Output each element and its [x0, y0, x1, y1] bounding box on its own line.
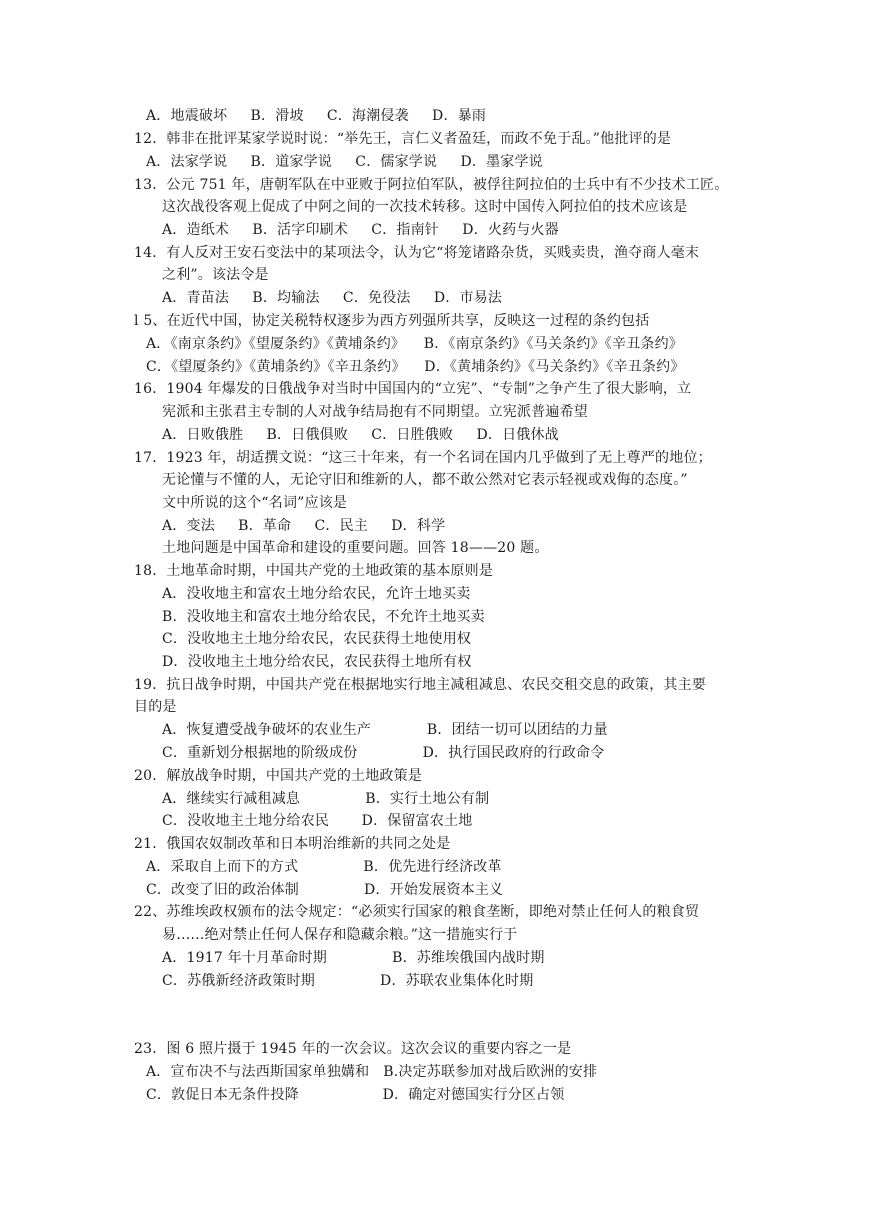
q22-options-cd: C．苏俄新经济政策时期 D．苏联农业集体化时期 — [162, 973, 534, 989]
q20-options-cd: C．没收地主土地分给农民 D．保留富农土地 — [162, 813, 473, 829]
q17-stem-line3: 文中所说的这个“名词”应该是 — [162, 495, 348, 511]
q17-stem-line1: 17．1923 年，胡适撰文说：“这三十年来，有一个名词在国内几乎做到了无上尊严的地位； — [134, 450, 712, 466]
q23-stem: 23．图 6 照片摄于 1945 年的一次会议。这次会议的重要内容之一是 — [134, 1041, 572, 1057]
q14-stem-line2: 之利”。该法令是 — [162, 267, 269, 283]
q15-stem: l 5、在近代中国，协定关税特权逐步为西方列强所共享，反映这一过程的条约包括 — [134, 313, 650, 329]
q16-options: A．日败俄胜 B．日俄俱败 C．日胜俄败 D．日俄休战 — [162, 427, 559, 443]
q19-options-cd: C．重新划分根据地的阶级成份 D．执行国民政府的行政命令 — [162, 745, 605, 761]
q13-stem-line2: 这次战役客观上促成了中阿之间的一次技术转移。这时中国传入阿拉伯的技术应该是 — [162, 199, 688, 215]
q22-stem-line1: 22、苏维埃政权颁布的法令规定：“必须实行国家的粮食垄断，即绝对禁止任何人的粮食贸 — [134, 904, 700, 920]
q12-stem: 12．韩非在批评某家学说时说：“举先王，言仁义者盈廷，而政不免于乱。”他批评的是 — [134, 131, 672, 147]
q22-options-ab: A．1917 年十月革命时期 B．苏维埃俄国内战时期 — [162, 950, 545, 966]
q14-stem-line1: 14．有人反对王安石变法中的某项法令，认为它“将笼诸路杂货，买贱卖贵，渔夺商人毫末 — [134, 245, 700, 261]
q19-stem-line2: 目的是 — [134, 699, 177, 715]
q16-stem-line2: 宪派和主张君主专制的人对战争结局抱有不同期望。立宪派普遍希望 — [162, 404, 588, 420]
q19-options-ab: A．恢复遭受战争破坏的农业生产 B．团结一切可以团结的力量 — [162, 722, 608, 738]
section-intro: 土地问题是中国革命和建设的重要问题。回答 18——20 题。 — [162, 540, 549, 556]
q16-stem-line1: 16．1904 年爆发的日俄战争对当时中国国内的“立宪”、“专制”之争产生了很大影响，立 — [134, 381, 692, 397]
q11-options: A．地震破坏 B．滑坡 C．海潮侵袭 D．暴雨 — [146, 108, 487, 124]
q20-options-ab: A．继续实行减租减息 B．实行土地公有制 — [162, 791, 490, 807]
q17-options: A．变法 B．革命 C．民主 D．科学 — [162, 518, 446, 534]
q18-option-a: A．没收地主和富农土地分给农民，允许土地买卖 — [162, 586, 471, 602]
q18-stem: 18．土地革命时期，中国共产党的土地政策的基本原则是 — [134, 563, 494, 579]
q21-options-cd: C．改变了旧的政治体制 D．开始发展资本主义 — [146, 882, 504, 898]
q13-stem-line1: 13．公元 751 年，唐朝军队在中亚败于阿拉伯军队，被俘往阿拉伯的士兵中有不少技术工匠。 — [134, 177, 729, 193]
q18-option-b: B．没收地主和富农土地分给农民，不允许土地买卖 — [162, 609, 485, 625]
q23-options-ab: A．宣布决不与法西斯国家单独媾和 B.决定苏联参加对战后欧洲的安排 — [146, 1064, 598, 1080]
q18-option-d: D．没收地主土地分给农民，农民获得土地所有权 — [162, 654, 472, 670]
q19-stem-line1: 19．抗日战争时期，中国共产党在根据地实行地主减租减息、农民交租交息的政策，其主要 — [134, 677, 707, 693]
q12-options: A．法家学说 B．道家学说 C．儒家学说 D．墨家学说 — [146, 154, 543, 170]
q22-stem-line2: 易……绝对禁止任何人保存和隐藏余粮。”这一措施实行于 — [162, 927, 518, 943]
q21-options-ab: A．采取自上而下的方式 B．优先进行经济改革 — [146, 859, 502, 875]
q18-option-c: C．没收地主土地分给农民，农民获得土地使用权 — [162, 631, 472, 647]
q17-stem-line2: 无论懂与不懂的人，无论守旧和维新的人，都不敢公然对它表示轻视或戏侮的态度。” — [162, 472, 688, 488]
q23-options-cd: C．敦促日本无条件投降 D．确定对德国实行分区占领 — [146, 1087, 565, 1103]
q15-options-ab: A．《南京条约》《望厦条约》《黄埔条约》 B．《南京条约》《马关条约》《辛丑条约》 — [146, 336, 683, 352]
q13-options: A．造纸术 B．活字印刷术 C．指南针 D．火药与火器 — [162, 222, 559, 238]
q15-options-cd: C．《望厦条约》《黄埔条约》《辛丑条约》 D．《黄埔条约》《马关条约》《辛丑条约》 — [146, 359, 685, 375]
q14-options: A．青苗法 B．均输法 C．免役法 D．市易法 — [162, 290, 503, 306]
q20-stem: 20．解放战争时期，中国共产党的土地政策是 — [134, 768, 423, 784]
q21-stem: 21．俄国农奴制改革和日本明治维新的共同之处是 — [134, 836, 451, 852]
